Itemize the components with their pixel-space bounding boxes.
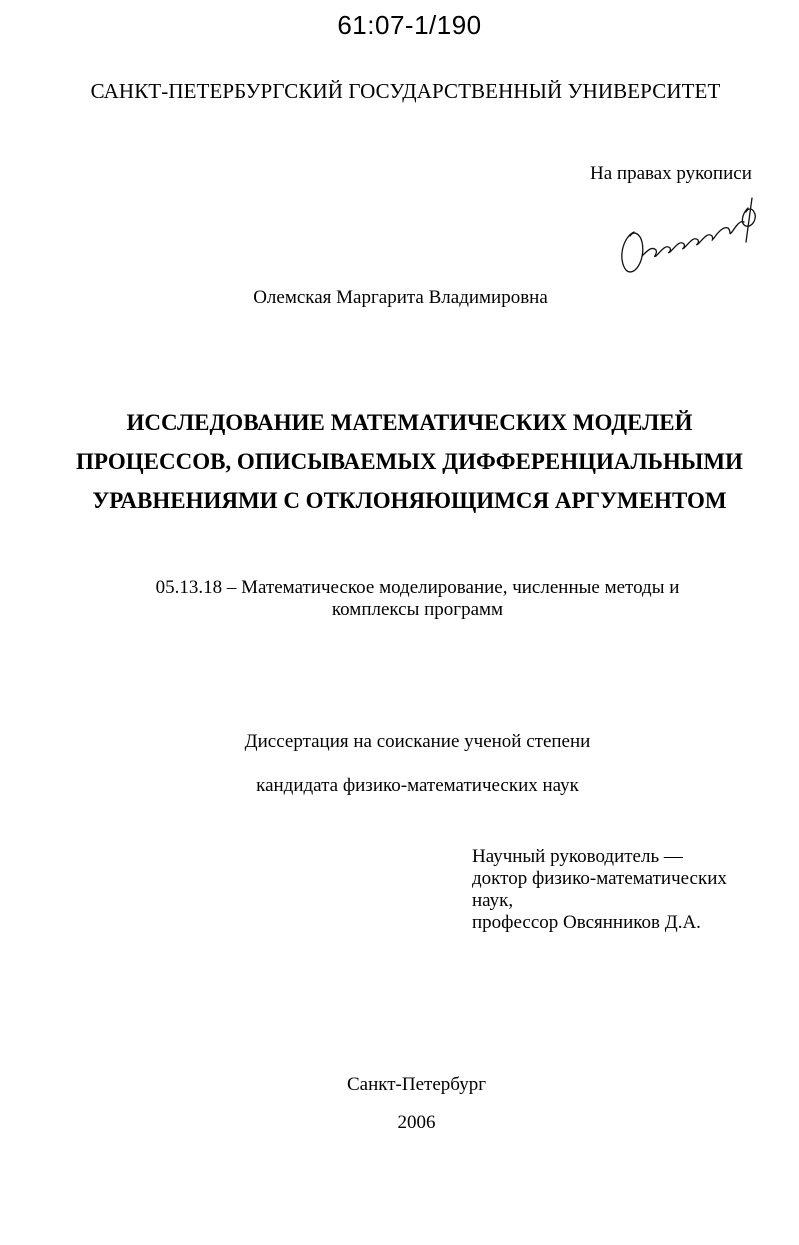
- supervisor-line: Научный руководитель —: [472, 846, 683, 867]
- manuscript-note: На правах рукописи: [590, 163, 752, 184]
- scientific-supervisor: [472, 846, 727, 934]
- university-name: САНКТ-ПЕТЕРБУРГСКИЙ ГОСУДАРСТВЕННЫЙ УНИВЕРСИТЕТ: [90, 79, 721, 103]
- supervisor-line: доктор физико-математических: [472, 868, 727, 889]
- title-line: УРАВНЕНИЯМИ С ОТКЛОНЯЮЩИМСЯ АРГУМЕНТОМ: [92, 488, 727, 513]
- degree-line: Диссертация на соискание ученой степени: [244, 731, 591, 752]
- specialty-line: 05.13.18 – Математическое моделирование, численные методы и: [155, 577, 680, 598]
- degree-statement: [0, 720, 799, 808]
- supervisor-line: наук,: [472, 890, 514, 911]
- handwritten-signature: [612, 190, 772, 285]
- supervisor-line: профессор Овсянников Д.А.: [472, 912, 701, 933]
- specialty-line: комплексы программ: [331, 599, 504, 620]
- author-name: Олемская Маргарита Владимировна: [253, 287, 548, 308]
- specialty-code: [0, 577, 799, 621]
- city: Санкт-Петербург: [346, 1074, 486, 1095]
- year: 2006: [397, 1112, 436, 1133]
- title-line: ИССЛЕДОВАНИЕ МАТЕМАТИЧЕСКИХ МОДЕЛЕЙ: [126, 410, 693, 435]
- dissertation-title: [0, 403, 799, 520]
- degree-line: кандидата физико-математических наук: [256, 775, 579, 796]
- catalog-number: 61:07-1/190: [337, 10, 482, 40]
- title-line: ПРОЦЕССОВ, ОПИСЫВАЕМЫХ ДИФФЕРЕНЦИАЛЬНЫМИ: [76, 449, 743, 474]
